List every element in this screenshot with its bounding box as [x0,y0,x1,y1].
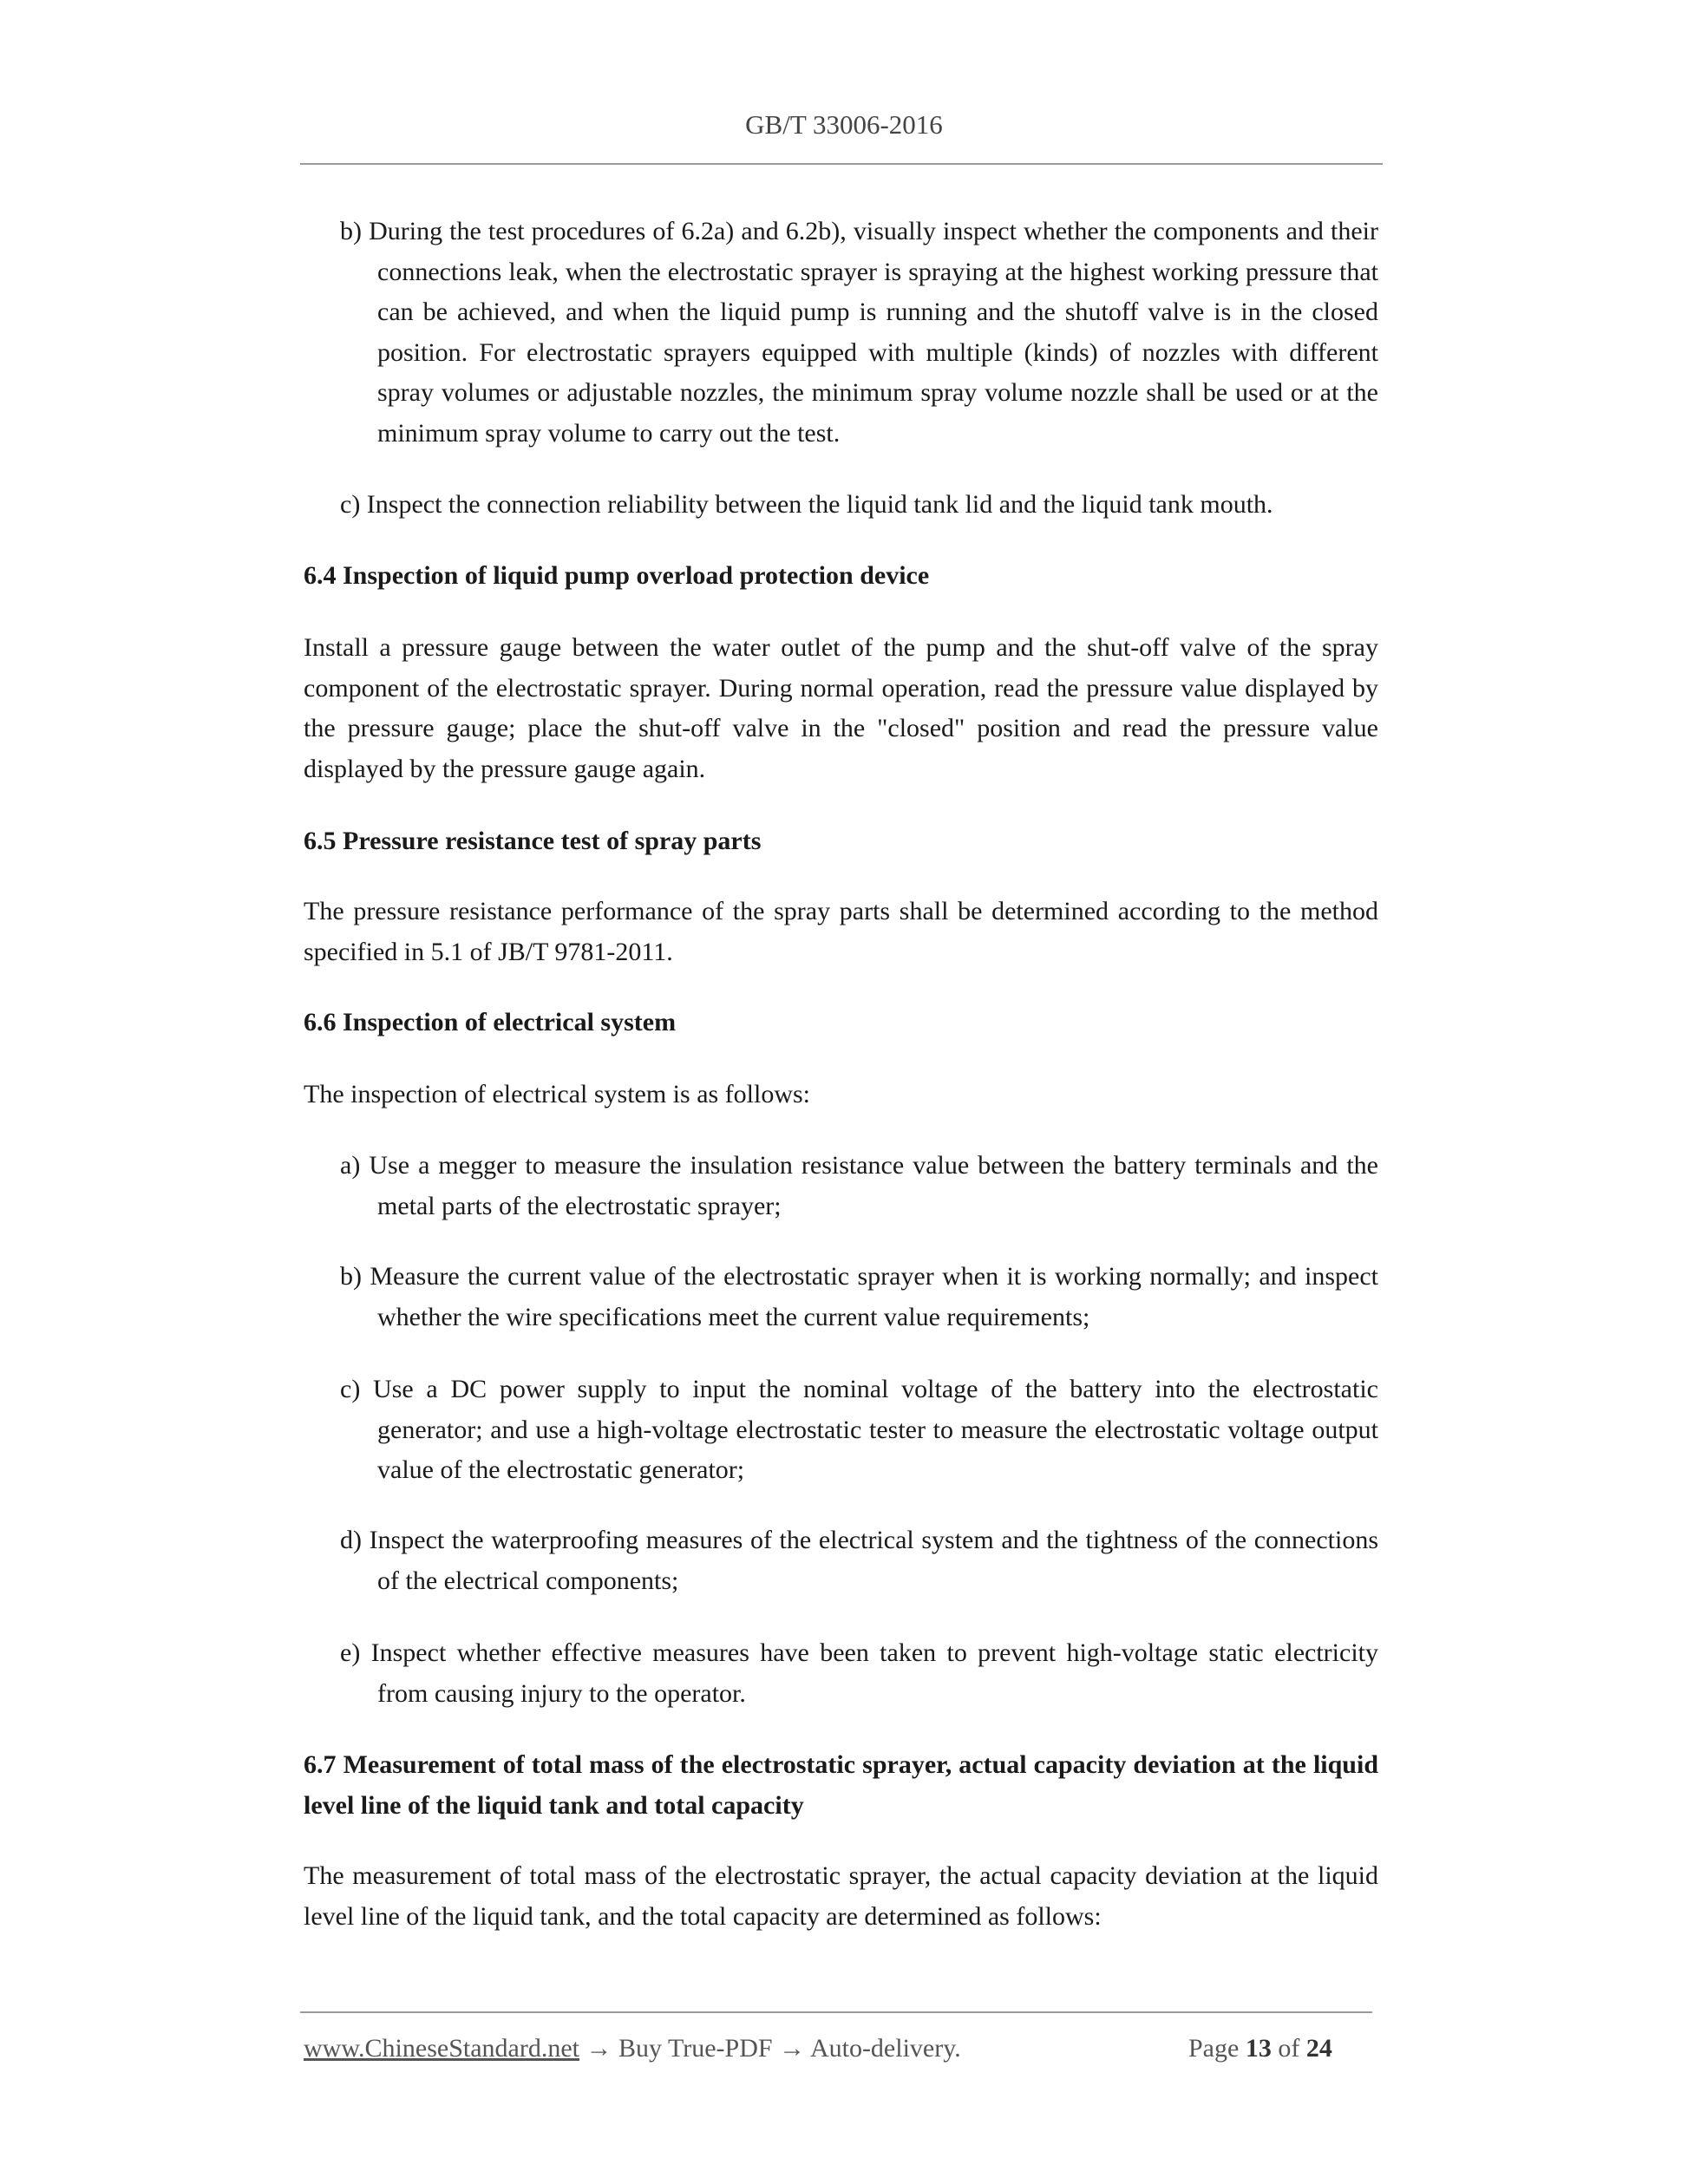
header-divider [300,163,1383,165]
paragraph-6-6: The inspection of electrical system is as follows: [304,1080,811,1108]
list-item-b: b) Measure the current value of the electrostatic sprayer when it is working normally; and inspect whether the wire specifications meet the current value requirements; [340,1262,1378,1331]
section-heading-6-4: 6.4 Inspection of liquid pump overload protection device [304,561,930,590]
chinesestandard-link[interactable]: www.ChineseStandard.net [304,2034,579,2063]
list-item-c: c) Inspect the connection reliability between the liquid tank lid and the liquid tank mouth. [340,490,1273,519]
arrow-icon: → [586,2034,612,2063]
section-heading-6-5: 6.5 Pressure resistance test of spray parts [304,827,762,855]
paragraph-6-5: The pressure resistance performance of the spray parts shall be determined according to the method specified in 5.1 of JB/T 9781-2011. [304,897,1378,966]
paragraph-6-4: Install a pressure gauge between the water outlet of the pump and the shut-off valve of the spray component of the electrostatic sprayer. During normal operation, read the pressure value displayed by the pressure gauge; place the shut-off valve in the "closed" position and read the pressure value displayed by the pressure gauge again. [304,633,1378,783]
footer-promo [304,2034,961,2063]
list-item-d: d) Inspect the waterproofing measures of the electrical system and the tightness of the connections of the electrical components; [340,1526,1378,1595]
total-pages: 24 [1305,2034,1332,2063]
list-item-b: b) During the test procedures of 6.2a) and 6.2b), visually inspect whether the components and their connections leak, when the electrostatic sprayer is spraying at the highest working pressure that can be achieved, and when the liquid pump is running and the shutoff valve is in the closed position. For electrostatic sprayers equipped with multiple (kinds) of nozzles with different spray volumes or adjustable nozzles, the minimum spray volume nozzle shall be used or at the minimum spray volume to carry out the test. [340,217,1378,448]
page-number [1188,2034,1332,2063]
section-heading-6-6: 6.6 Inspection of electrical system [304,1008,677,1036]
footer-divider [300,2011,1372,2013]
section-heading-6-7: 6.7 Measurement of total mass of the electrostatic sprayer, actual capacity deviation at the liquid level line of the liquid tank and total capacity [304,1750,1378,1820]
document-header: GB/T 33006-2016 [745,109,943,140]
list-item-c: c) Use a DC power supply to input the nominal voltage of the battery into the electrostatic generator; and use a high-voltage electrostatic tester to measure the electrostatic voltage output value of the electrostatic generator; [340,1375,1378,1484]
current-page: 13 [1245,2034,1272,2063]
page-label: Page [1188,2034,1240,2063]
buy-text: Buy True-PDF [618,2034,773,2063]
of-label: of [1278,2034,1300,2063]
paragraph-6-7: The measurement of total mass of the electrostatic sprayer, the actual capacity deviation at the liquid level line of the liquid tank, and the total capacity are determined as follows: [304,1861,1378,1931]
arrow-icon: → [779,2034,806,2063]
delivery-text: Auto-delivery. [809,2034,961,2063]
list-item-a: a) Use a megger to measure the insulation resistance value between the battery terminals and the metal parts of the electrostatic sprayer; [340,1151,1378,1220]
list-item-e: e) Inspect whether effective measures have been taken to prevent high-voltage static electricity from causing injury to the operator. [340,1638,1378,1708]
